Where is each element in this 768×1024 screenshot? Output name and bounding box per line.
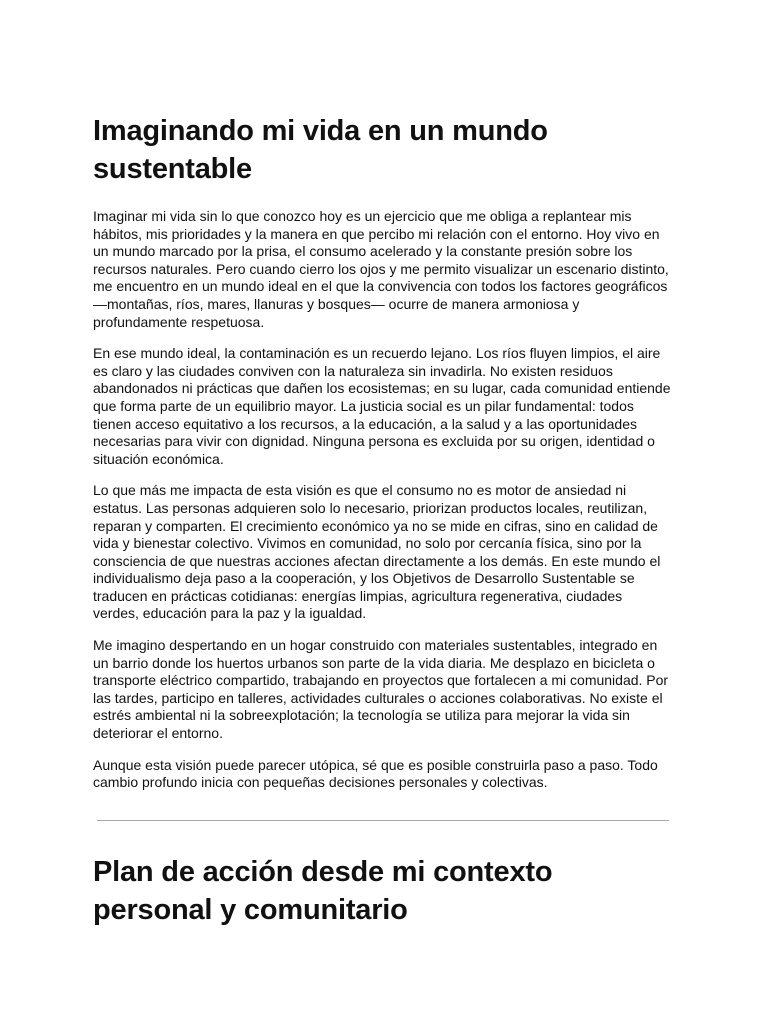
document-page [93, 112, 671, 949]
section-title-action-plan: Plan de acción desde mi contexto personal y comunitario [93, 855, 553, 926]
paragraph-intro: Imaginar mi vida sin lo que conozco hoy es un ejercicio que me obliga a replantear mis hábitos, mis prioridades y la manera en que percibo mi relación con el entorno. Hoy vivo en un mundo marcado por la prisa, el consumo acelerado y la constante presión sobre los recursos naturales. Pero cuando cierro los ojos y me permito visualizar un escenario distinto, me encuentro en un mundo ideal en el que la convivencia con todos los factores geográficos —montañas, ríos, mares, llanuras y bosques— ocurre de manera armoniosa y profundamente respetuosa. [93, 208, 669, 330]
paragraph-daily-life: Me imagino despertando en un hogar construido con materiales sustentables, integrado en un barrio donde los huertos urbanos son parte de la vida diaria. Me desplazo en bicicleta o transporte eléctrico compartido, trabajando en proyectos que fortalecen a mi comunidad. Por las tardes, participo en talleres, actividades culturales o acciones colaborativas. No existe el estrés ambiental ni la sobreexplotación; la tecnología se utiliza para mejorar la vida sin deteriorar el entorno. [93, 637, 669, 742]
section-title-vision: Imaginando mi vida en un mundo sustentable [93, 115, 548, 185]
section-divider [97, 820, 669, 821]
paragraph-consumption: Lo que más me impacta de esta visión es que el consumo no es motor de ansiedad ni estatus. Las personas adquieren solo lo necesario, priorizan productos locales, reutilizan, reparan y comparten. El crecimiento económico ya no se mide en cifras, sino en calidad de vida y bienestar colectivo. Vivimos en comunidad, no solo por cercanía física, sino por la consciencia de que nuestras acciones afectan directamente a los demás. En este mundo el individualismo deja paso a la cooperación, y los Objetivos de Desarrollo Sustentable se traducen en prácticas cotidianas: energías limpias, agricultura regenerativa, ciudades verdes, educación para la paz y la igualdad. [93, 482, 661, 622]
paragraph-ideal-world: En ese mundo ideal, la contaminación es un recuerdo lejano. Los ríos fluyen limpios, el aire es claro y las ciudades conviven con la naturaleza sin invadirla. No existen residuos abandonados ni prácticas que dañen los ecosistemas; en su lugar, cada comunidad entiende que forma parte de un equilibrio mayor. La justicia social es un pilar fundamental: todos tienen acceso equitativo a los recursos, a la educación, a la salud y a las oportunidades necesarias para vivir con dignidad. Ninguna persona es excluida por su origen, identidad o situación económica. [93, 345, 671, 467]
paragraph-conclusion: Aunque esta visión puede parecer utópica, sé que es posible construirla paso a paso. Todo cambio profundo inicia con pequeñas decisiones personales y colectivas. [93, 756, 658, 791]
